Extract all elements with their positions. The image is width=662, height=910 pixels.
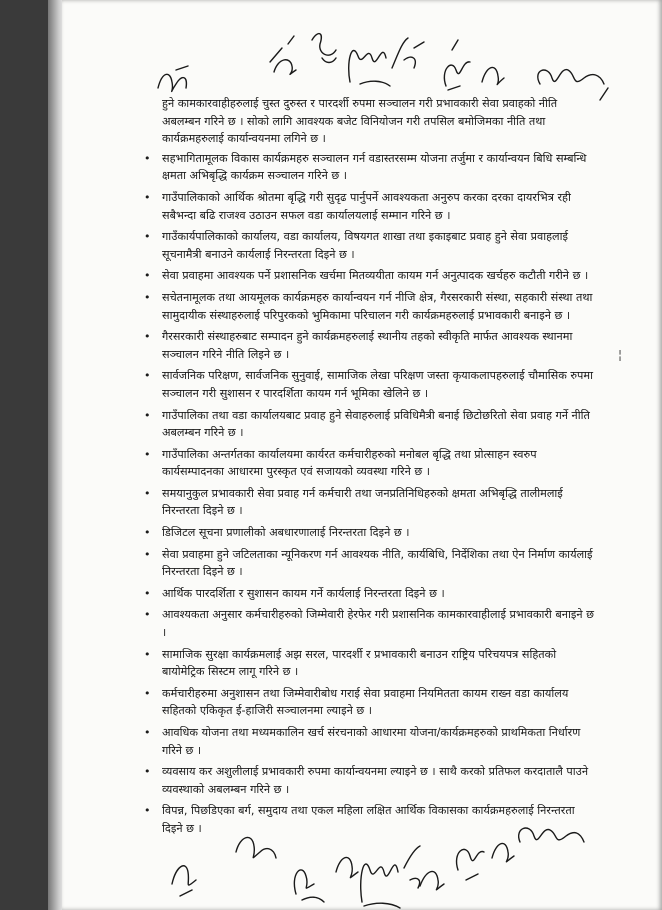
bullet-icon: • — [144, 369, 151, 383]
list-item-text: डिजिटल सूचना प्रणालीको अबधारणालाई निरन्तरता दिइने छ । — [162, 526, 410, 540]
bullet-icon: • — [144, 330, 151, 344]
list-item — [142, 150, 598, 185]
list-item — [142, 763, 598, 798]
list-item — [142, 685, 598, 720]
list-item — [142, 289, 598, 324]
list-item — [142, 328, 598, 363]
list-item — [142, 802, 598, 837]
list-item — [142, 646, 598, 681]
list-item — [142, 267, 598, 285]
bullet-icon: • — [144, 290, 151, 304]
list-item — [142, 724, 598, 759]
list-item-text: गाउँपालिका तथा वडा कार्यालयबाट प्रवाह हुने सेवाहरुलाई प्रविधिमैत्री बनाई छिटोछरितो सेवा प्रवाह गर्ने नीति अबलम्बन गरिने छ । — [162, 408, 590, 440]
list-item-text: समयानुकुल प्रभावकारी सेवा प्रवाह गर्न कर्मचारी तथा जनप्रतिनिधिहरुको क्षमता अभिबृद्धि तालीमलाई निरन्तरता दिइने छ । — [162, 486, 563, 518]
bullet-icon: • — [144, 269, 151, 283]
list-item — [142, 585, 598, 603]
list-item — [142, 228, 598, 263]
policy-content — [142, 95, 598, 842]
list-item — [142, 446, 598, 481]
bullet-icon: • — [144, 547, 151, 561]
list-item — [142, 407, 598, 442]
bullet-icon: • — [144, 526, 151, 540]
margin-mark: ¦ — [618, 348, 623, 362]
bullet-icon: • — [144, 726, 151, 739]
bullet-icon: • — [144, 447, 151, 461]
list-item-text: गाउँपालिका अन्तर्गतका कार्यालयमा कार्यरत कर्मचारीहरुको मनोबल बृद्धि तथा प्रोत्साहन स्वरुप कार्यसम्पादनका आधारमा पुरस्कृत एवं सजायको व्यवस्था गरिने छ । — [162, 447, 537, 479]
list-item-text: सचेतनामूलक तथा आयमूलक कार्यक्रमहरु कार्यान्वयन गर्न नीजि क्षेत्र, गैरसरकारी संस्था, सहकारी संस्था तथा सामुदायीक संस्थाहरुलाई परिपुरकको भुमिकामा परिचालन गरी कार्यक्रमहरुलाई प्रभावकारी बनाइने छ । — [162, 290, 593, 322]
list-item-text: सामाजिक सुरक्षा कार्यक्रमलाई अझ सरल, पारदर्शी र प्रभावकारी बनाउन राष्ट्रिय परिचयपत्र सहितको बायोमेट्रिक सिस्टम लागू गरिने छ । — [162, 647, 557, 679]
list-item-text: सार्वजनिक परिक्षण, सार्वजनिक सुनुवाई, सामाजिक लेखा परिक्षण जस्ता कृयाकलापहरुलाई चौमासिक रुपमा सञ्चालन गरी सुशासन र पारदर्शिता कायम गर्न भूमिका खेलिने छ । — [162, 369, 593, 400]
bullet-icon: • — [144, 486, 151, 500]
list-item-text: गैरसरकारी संस्थाहरुबाट सम्पादन हुने कार्यक्रमहरुलाई स्थानीय तहको स्वीकृति मार्फत आवश्यक स्थानमा सञ्चालन गरिने नीति लिइने छ । — [162, 330, 573, 361]
list-item-text: विपन्न, पिछडिएका बर्ग, समुदाय तथा एकल महिला लक्षित आर्थिक विकासका कार्यक्रमहरुलाई निरन्तरता दिइने छ । — [162, 804, 575, 835]
bullet-icon: • — [144, 608, 151, 622]
list-item — [142, 524, 598, 542]
intro-paragraph: हुने कामकारवाहीहरुलाई चुस्त दुरुस्त र पारदर्शी रुपमा सञ्चालन गरी प्रभावकारी सेवा प्रवाहको नीति अबलम्बन गरिने छ । सोको लागि आवश्यक बजेट विनियोजन गरी तपसिल बमोजिमका नीति तथा कार्यक्रमहरुलाई कार्यान्वयनमा लगिने छ । — [162, 97, 558, 146]
list-item-text: आवश्यकता अनुसार कर्मचारीहरुको जिम्मेवारी हेरफेर गरी प्रशासनिक कामकारवाहीलाई प्रभावकारी बनाइने छ । — [162, 608, 594, 640]
list-item-text: सेवा प्रवाहमा हुने जटिलताका न्यूनिकरण गर्न आवश्यक नीति, कार्यबिधि, निर्देशिका तथा ऐन निर्माण कार्यलाई निरन्तरता दिइने छ । — [162, 547, 593, 579]
list-item-text: आर्थिक पारदर्शिता र सुशासन कायम गर्ने कार्यलाई निरन्तरता दिइने छ । — [162, 586, 445, 600]
bullet-icon: • — [144, 804, 151, 818]
list-item-text: सहभागितामूलक विकास कार्यक्रमहरु सञ्चालन गर्न वडास्तरसम्म योजना तर्जुमा र कार्यान्वयन बिधि सम्बन्धि क्षमता अभिबृद्धि कार्यक्रम सञ्चालन गरिने छ । — [162, 151, 587, 183]
list-item — [142, 606, 598, 641]
bullet-icon: • — [144, 230, 151, 244]
bullet-icon: • — [144, 765, 151, 779]
list-item-text: व्यवसाय कर अशुलीलाई प्रभावकारी रुपमा कार्यान्वयनमा ल्याइने छ । साथै करको प्रतिफल करदातालै पाउने व्यवस्थाको अबलम्बन गरिने छ । — [162, 765, 589, 796]
bullet-icon: • — [144, 586, 151, 600]
bullet-icon: • — [144, 408, 151, 422]
list-item — [142, 189, 598, 224]
policy-list — [142, 150, 598, 838]
list-item-text: सेवा प्रवाहमा आवश्यक पर्ने प्रशासनिक खर्चमा मितव्ययीता कायम गर्न अनुत्पादक खर्चहरु कटौती गरीने छ । — [162, 269, 589, 283]
bullet-icon: • — [144, 151, 151, 165]
list-item — [142, 367, 598, 402]
bullet-icon: • — [144, 190, 151, 204]
list-item-text: गाउँकार्यपालिकाको कार्यालय, वडा कार्यालय, विषयगत शाखा तथा इकाइबाट प्रवाह हुने सेवा प्रवाहलाई सूचनामैत्री बनाउने कार्यलाई निरन्तरता दिइने छ । — [162, 230, 569, 261]
bullet-icon: • — [144, 647, 151, 661]
list-item-text: कर्मचारीहरुमा अनुशासन तथा जिम्मेवारीबोध गराई सेवा प्रवाहमा नियमितता कायम राख्न वडा कार्यालय सहितको एकिकृत ई-हाजिरी सञ्चालनमा ल्याइने छ । — [162, 686, 569, 718]
list-item-text: गाउँपालिकाको आर्थिक श्रोतमा बृद्धि गरी सुदृढ पार्नुपर्ने आवश्यकता अनुरुप करका दरका दायरभित्र रही सबैभन्दा बढि राजश्व उठाउन सफल वडा कार्यालयलाई सम्मान गरिने छ । — [162, 190, 571, 222]
list-item-text: आवधिक योजना तथा मध्यमकालिन खर्च संरचनाको आधारमा योजना/कार्यक्रमहरुको प्राथमिकता निर्धारण गरिने छ । — [162, 726, 581, 757]
list-item — [142, 546, 598, 581]
list-item — [142, 485, 598, 520]
bullet-icon: • — [144, 686, 151, 700]
